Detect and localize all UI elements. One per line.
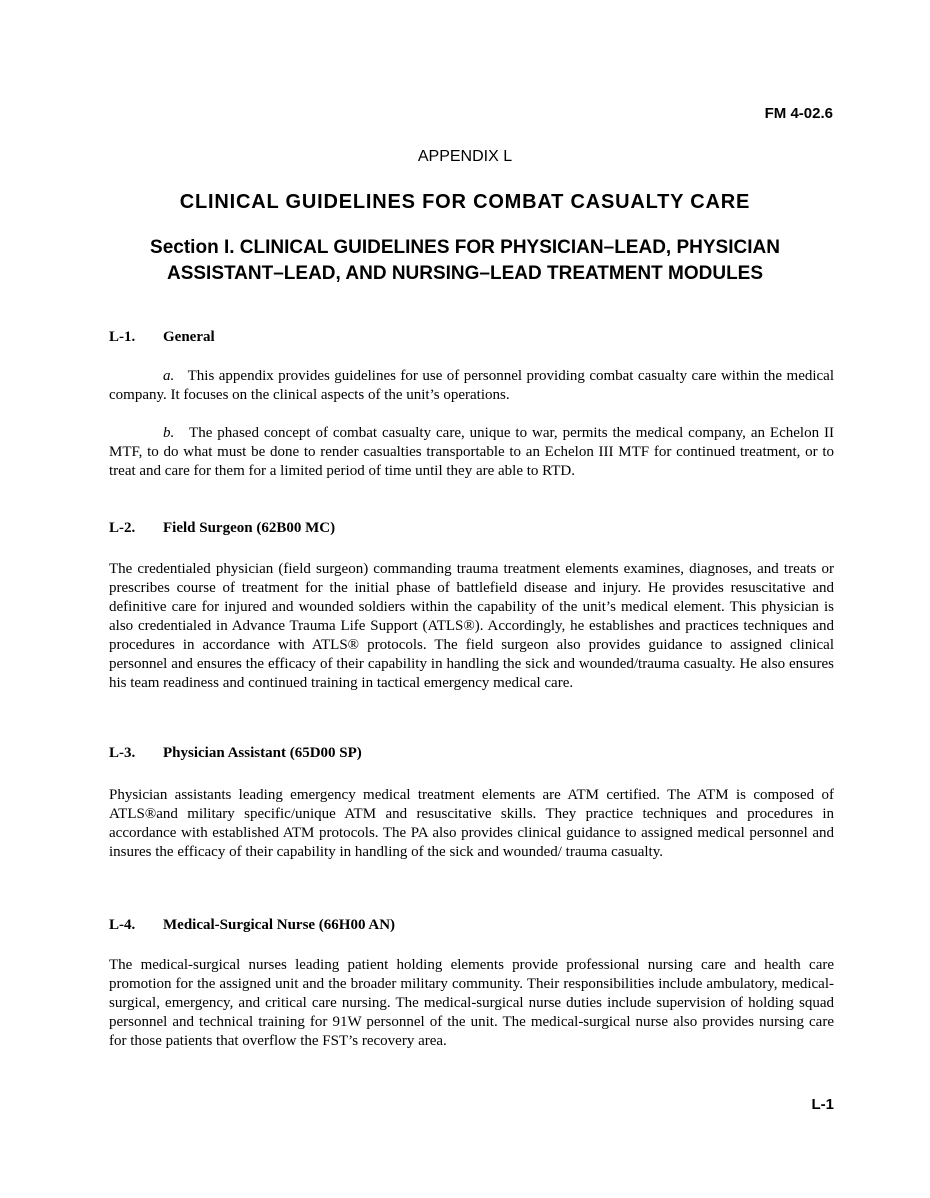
paragraph-l2: The credentialed physician (field surgeon) commanding trauma treatment elements examines, diagnoses, and treats or prescribes course of treatment for the initial phase of battlefield disease and injury. He provides resuscitative and definitive care for injured and wounded soldiers within the capability of the unit’s medical element. This physician is also credentialed in Advance Trauma Life Support (ATLS®). Accordingly, he establishes and practices techniques and procedures in accordance with ATLS® protocols. The field surgeon also provides guidance to assigned clinical personnel and ensures the efficacy of their capability in handling the sick and wounded/trauma casualty. He also ensures his team readiness and continued training in tactical emergency medical care.: [109, 561, 834, 691]
heading-l4-number: L-4.: [109, 917, 136, 933]
section-title-line-1: Section I. CLINICAL GUIDELINES FOR PHYSICIAN–LEAD, PHYSICIAN: [150, 237, 780, 258]
paragraph-l1-a-text: This appendix provides guidelines for use of personnel providing combat casualty care within the medical company. It focuses on the clinical aspects of the unit’s operations.: [109, 368, 834, 403]
document-code: FM 4-02.6: [764, 105, 833, 122]
appendix-label: APPENDIX L: [417, 148, 513, 165]
heading-l4-title: Medical-Surgical Nurse (66H00 AN): [163, 917, 396, 933]
heading-l4: [109, 917, 395, 934]
page-number: L-1: [811, 1096, 834, 1113]
heading-l3-title: Physician Assistant (65D00 SP): [163, 745, 362, 761]
heading-l2: [109, 520, 335, 537]
heading-l3: [109, 745, 362, 762]
paragraph-l3: Physician assistants leading emergency medical treatment elements are ATM certified. The ATM is composed of ATLS®and military specific/unique ATM and resuscitative skills. They practice techniques and procedures in accordance with established ATM protocols. The PA also provides clinical guidance to assigned medical personnel and insures the efficacy of their capability in handling of the sick and wounded/ trauma casualty.: [109, 787, 834, 860]
heading-l2-title: Field Surgeon (62B00 MC): [163, 520, 336, 536]
section-title-line-2: ASSISTANT–LEAD, AND NURSING–LEAD TREATMENT MODULES: [166, 263, 764, 284]
paragraph-l1-b-text: The phased concept of combat casualty care, unique to war, permits the medical company, an Echelon II MTF, to do what must be done to render casualties transportable to an Echelon III MTF for continued treatment, or to treat and care for them for a limited period of time until they are able to RTD.: [109, 425, 834, 479]
heading-l1: [109, 329, 215, 346]
heading-l1-title: General: [163, 329, 215, 345]
paragraph-l1-a-letter: a.: [163, 368, 175, 384]
paragraph-l1-a: [109, 367, 834, 405]
paragraph-l1-b: [109, 424, 834, 481]
paragraph-l1-b-letter: b.: [163, 425, 175, 441]
page-title: CLINICAL GUIDELINES FOR COMBAT CASUALTY CARE: [179, 191, 751, 213]
paragraph-l4: The medical-surgical nurses leading patient holding elements provide professional nursing care and health care promotion for the assigned unit and the broader military community. Their responsibilities include ambulatory, medical-surgical, emergency, and critical care nursing. The medical-surgical nurse duties include supervision of holding squad personnel and technical training for 91W personnel of the unit. The medical-surgical nurse also provides nursing care for those patients that overflow the FST’s recovery area.: [109, 957, 834, 1049]
heading-l3-number: L-3.: [109, 745, 136, 761]
heading-l2-number: L-2.: [109, 520, 136, 536]
heading-l1-number: L-1.: [109, 329, 136, 345]
section-title: [100, 235, 830, 287]
